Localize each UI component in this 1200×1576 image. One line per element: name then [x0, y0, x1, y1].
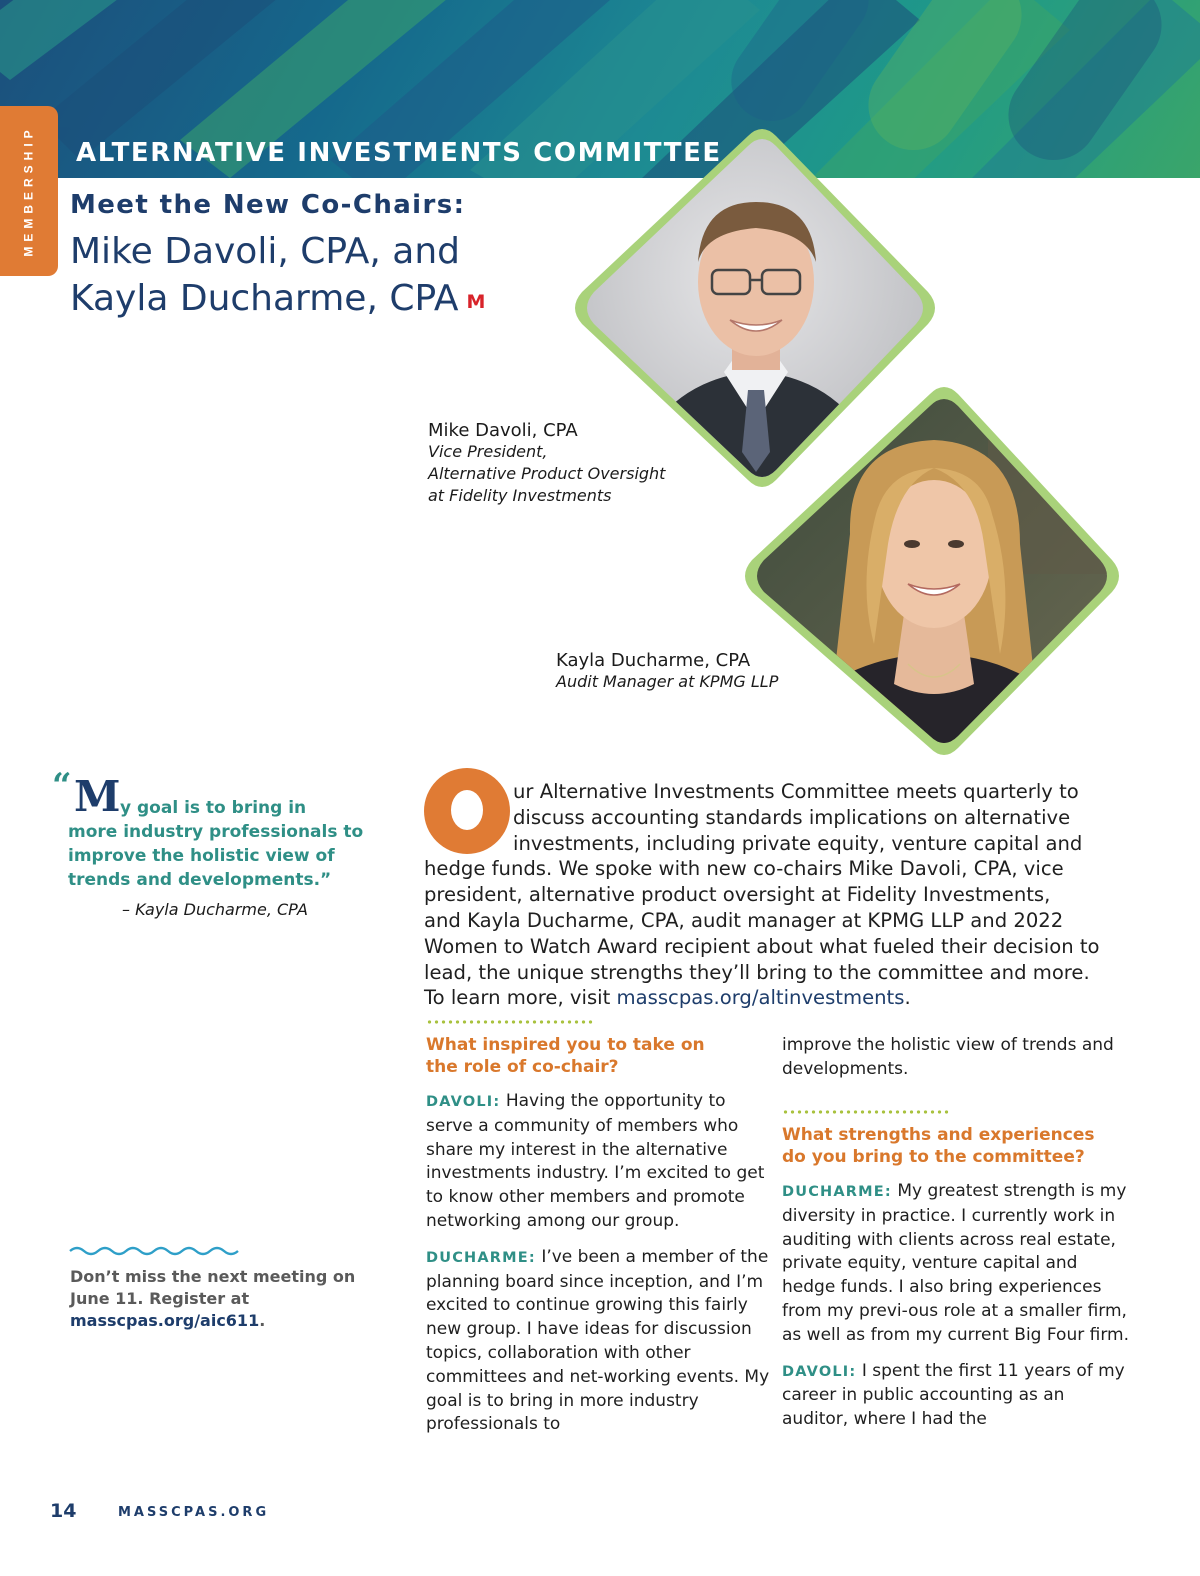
headline-line-1: Mike Davoli, CPA, and — [70, 231, 461, 272]
page-number: 14 — [50, 1500, 77, 1522]
footer-site: MASSCPAS.ORG — [118, 1505, 270, 1520]
article-headline — [70, 228, 550, 326]
article-kicker: Meet the New Co-Chairs: — [70, 190, 466, 220]
column-right-lower — [782, 1124, 1134, 1432]
portrait-kayla-ducharme — [738, 384, 1122, 764]
intro-line: president, alternative product oversight at Fidelity Investments, — [424, 883, 1051, 907]
speaker-label: DAVOLI: — [782, 1363, 857, 1380]
section-tab — [0, 106, 58, 276]
headline-line-2: Kayla Ducharme, CPA — [70, 278, 459, 319]
answer-text: Having the opportunity to serve a community of members who share my interest in the alternative investments industry. I’m excited to get to know other members and promote networking among our group. — [426, 1091, 765, 1231]
register-link[interactable]: masscpas.org/aic611 — [70, 1311, 260, 1330]
question-2: What strengths and experiences do you bring to the committee? — [782, 1125, 1095, 1167]
altinvestments-link[interactable]: masscpas.org/altinvestments — [616, 986, 905, 1010]
intro-line: and Kayla Ducharme, CPA, audit manager at KPMG LLP and 2022 — [424, 908, 1064, 932]
person-name: Kayla Ducharme, CPA — [556, 650, 751, 671]
person-name: Mike Davoli, CPA — [428, 420, 578, 441]
intro-line: lead, the unique strengths they’ll bring to the committee and more. — [424, 960, 1090, 984]
meeting-note-period: . — [259, 1311, 266, 1330]
dotted-divider — [782, 1110, 950, 1114]
quote-text — [68, 796, 378, 892]
wave-divider-icon — [68, 1244, 242, 1258]
intro-learn-more: To learn more, visit — [424, 986, 611, 1010]
caption-mike-davoli — [428, 420, 665, 507]
person-role-line: Vice President, — [428, 442, 548, 461]
answer-text: My greatest strength is my diversity in practice. I currently work in auditing with clients across real estate, private equity, venture capital and hedge funds. I also bring experiences from my previ-ous role at a smaller firm, as well as from my current Big Four firm. — [782, 1181, 1129, 1345]
meeting-note — [70, 1266, 370, 1332]
speaker-label: DAVOLI: — [426, 1094, 501, 1110]
section-tab-label: MEMBERSHIP — [22, 125, 36, 257]
banner-title: ALTERNATIVE INVESTMENTS COMMITTEE — [76, 138, 722, 168]
intro-last-line — [424, 985, 1136, 1011]
intro-line: ur Alternative Investments Committee meets quarterly to — [513, 780, 1079, 803]
answer-ducharme-1 — [426, 1246, 772, 1437]
answer-text: I spent the first 11 years of my career in public accounting as an auditor, where I had the — [782, 1360, 1125, 1430]
quote-rest: more industry professionals to improve the holistic view of trends and developments.” — [68, 822, 364, 890]
column-left — [426, 1034, 772, 1437]
speaker-label: DUCHARME: — [426, 1249, 536, 1266]
dotted-divider — [426, 1020, 594, 1024]
quote-attribution: – Kayla Ducharme, CPA — [122, 900, 308, 919]
intro-line: investments, including private equity, venture capital and — [513, 831, 1083, 855]
intro-line: Women to Watch Award recipient about what fueled their decision to — [424, 934, 1100, 958]
masscpas-mark: M — [466, 291, 486, 313]
quote-drop-letter: M — [74, 772, 121, 821]
answer-davoli-1 — [426, 1090, 772, 1234]
speaker-label: DUCHARME: — [782, 1184, 892, 1200]
person-role-line: Alternative Product Oversight — [428, 464, 666, 483]
intro-period: . — [904, 986, 911, 1010]
open-quote-mark: “ — [52, 766, 72, 806]
answer-davoli-2 — [782, 1360, 1134, 1432]
answer-text: I’ve been a member of the planning board since inception, and I’m excited to continue growing this fairly new group. I have ideas for discussion topics, collaboration with other committees and net-working events. My goal is to bring in more industry professionals to — [426, 1246, 770, 1435]
person-role-line: at Fidelity Investments — [428, 486, 612, 505]
person-role-line: Audit Manager at KPMG LLP — [556, 672, 779, 691]
intro-line: hedge funds. We spoke with new co-chairs Mike Davoli, CPA, vice — [424, 857, 1064, 881]
intro-line: discuss accounting standards implications on alternative — [513, 805, 1071, 829]
question-1: What inspired you to take on the role of co-chair? — [426, 1035, 705, 1077]
meeting-note-text: Don’t miss the next meeting on June 11. Register at — [70, 1267, 356, 1308]
column-right — [782, 1034, 1134, 1082]
answer-continuation: improve the holistic view of trends and developments. — [782, 1035, 1114, 1079]
caption-kayla-ducharme — [556, 650, 778, 693]
answer-ducharme-2 — [782, 1180, 1134, 1348]
intro-paragraph — [424, 779, 1136, 1011]
quote-first-line: y goal is to bring in — [120, 798, 307, 818]
